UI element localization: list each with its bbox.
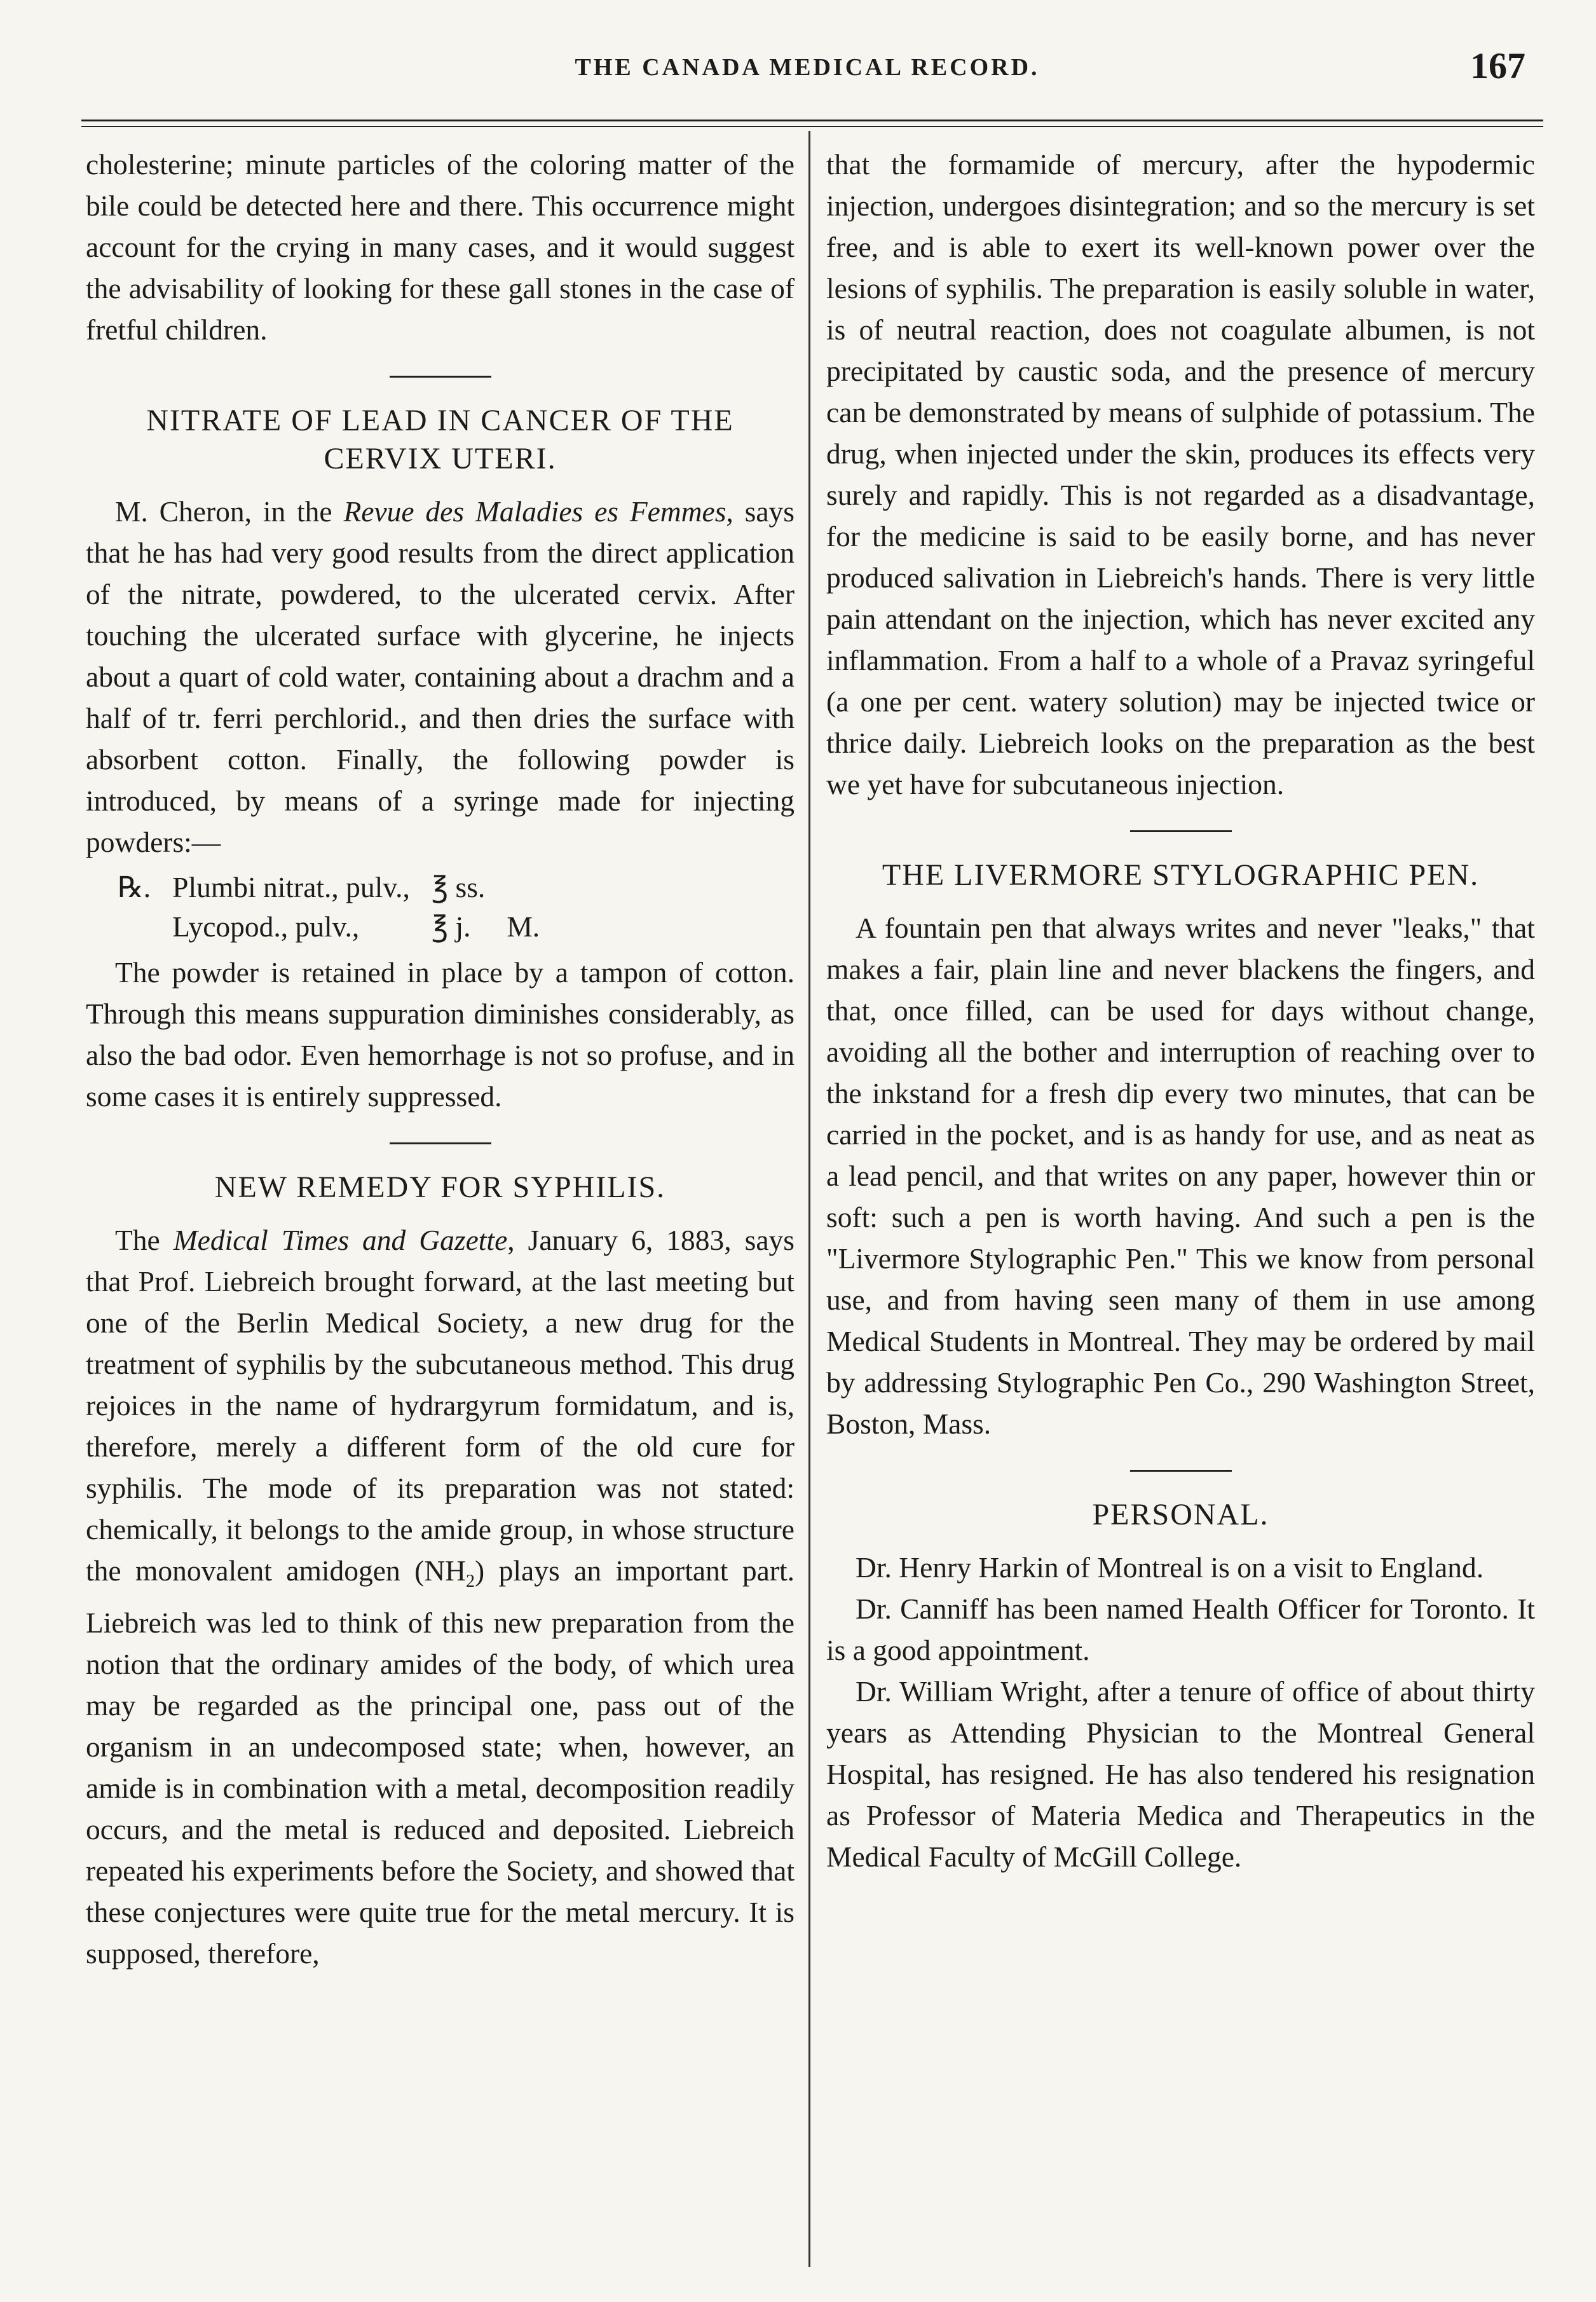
page-header xyxy=(76,45,1538,95)
personal-item: Dr. Canniff has been named Health Officer for Toronto. It is a good appointment. xyxy=(826,1593,1535,1666)
section-divider xyxy=(1130,830,1232,832)
journal-name: Revue des Maladies es Femmes xyxy=(343,495,726,528)
syphilis-continued-paragraph: that the formamide of mercury, after the hypodermic injection, undergoes disintegration; and so the mercury is set free, and is able to exert its well-known power over the lesions of syphilis. The preparation is easily soluble in water, is of neutral reaction, does not coagulate albumen, is not precipitated by caustic soda, and the presence of mercury can be demonstrated by means of sulphide of potassium. The drug, when injected under the skin, produces its effects very surely and rapidly. This is not regarded as a disadvantage, for the medicine is said to be easily borne, and has never produced salivation in Liebreich's hands. There is very little pain attendant on the injection, which has never excited any inflammation. From a half to a whole of a Pravaz syringeful (a one per cent. watery solution) may be injected twice or thrice daily. Liebreich looks on the preparation as the best we yet have for subcutaneous injection. xyxy=(826,148,1535,800)
running-title: THE CANADA MEDICAL RECORD. xyxy=(575,54,1040,81)
article-title-lead: NITRATE OF LEAD IN CANCER OF THE CERVIX UTERI. xyxy=(146,404,734,476)
right-column xyxy=(826,144,1535,1877)
recipe-symbol: ℞. xyxy=(118,871,151,903)
prescription-line xyxy=(118,907,561,947)
drug-name: Lycopod., pulv., xyxy=(172,910,360,943)
section-divider xyxy=(390,1142,491,1144)
prescription xyxy=(118,868,561,947)
continuation-paragraph: cholesterine; minute particles of the coloring matter of the bile could be detected here and there. This occurrence might account for the crying in many cases, and it would suggest the advisability of looking for these gall stones in the case of fretful children. xyxy=(86,148,795,346)
syphilis-paragraph-1: The Medical Times and Gazette, January 6, 1883, says that Prof. Liebreich brought forward, at the last meeting but one of the Berlin Medical Society, a new drug for the treatment of syphilis by the subcutaneous method. This drug rejoices in the name of hydrargyrum formidatum, and is, therefore, merely a different form of the old cure for syphilis. The mode of its preparation was not stated: chemically, it belongs to the amide group, in whose structure the monovalent amidogen $(NH_2)$ plays an important part. Liebreich was led to think of this new preparation from the notion that the ordinary amides of the body, of which urea may be regarded as the principal one, pass out of the organism in an undecomposed state; when, however, an amide is in combination with a metal, decomposition readily occurs, and the metal is reduced and deposited. Liebreich repeated his experiments before the Society, and showed that these conjectures were quite true for the metal mercury. It is supposed, therefore, xyxy=(86,1224,795,1970)
article-title-pen: THE LIVERMORE STYLOGRAPHIC PEN. xyxy=(882,858,1480,892)
article-title-syphilis: NEW REMEDY FOR SYPHILIS. xyxy=(214,1170,666,1204)
personal-item: Dr. William Wright, after a tenure of office of about thirty years as Attending Physician to the Montreal General Hospital, has resigned. He has also tendered his resignation as Professor of Materia Medica and Therapeutics in the Medical Faculty of McGill College. xyxy=(826,1675,1535,1873)
page-number: 167 xyxy=(1470,45,1525,86)
journal-name: Medical Times and Gazette xyxy=(173,1224,508,1256)
pen-paragraph: A fountain pen that always writes and never "leaks," that makes a fair, plain line and never blackens the fingers, and that, once filled, can be used for days without change, avoiding all the bother and interruption of reaching over to the inkstand for a fresh dip every two minutes, that can be carried in the pocket, and is as handy for use, and as neat as a lead pencil, and that writes on any paper, however thin or soft: such a pen is worth having. And such a pen is the "Livermore Stylographic Pen." This we know from personal use, and from having seen many of them in use among Medical Students in Montreal. They may be ordered by mail by addressing Stylographic Pen Co., 290 Washington Street, Boston, Mass. xyxy=(826,912,1535,1440)
prescription-line xyxy=(118,868,561,907)
section-divider xyxy=(1130,1470,1232,1472)
personal-item: Dr. Henry Harkin of Montreal is on a visit to England. xyxy=(856,1551,1484,1584)
column-divider xyxy=(808,131,810,2267)
dose: ℥ j. xyxy=(431,910,471,943)
lead-paragraph-1: M. Cheron, in the Revue des Maladies es Femmes, says that he has had very good results from the direct application of the nitrate, powdered, to the ulcerated cervix. After touching the ulcerated surface with glycerine, he injects about a quart of cold water, containing about a drachm and a half of tr. ferri perchlorid., and then dries the surface with absorbent cotton. Finally, the following powder is introduced, by means of a syringe made for injecting powders:— xyxy=(86,495,795,858)
header-rule xyxy=(81,120,1543,127)
dose: ℥ ss. xyxy=(431,871,486,903)
left-column xyxy=(86,144,795,1974)
signature-mark: M. xyxy=(507,910,540,943)
article-title-personal: PERSONAL. xyxy=(1092,1498,1269,1531)
drug-name: Plumbi nitrat., pulv., xyxy=(172,871,410,903)
lead-paragraph-2: The powder is retained in place by a tampon of cotton. Through this means suppuration diminishes considerably, as also the bad odor. Even hemorrhage is not so profuse, and in some cases it is entirely suppressed. xyxy=(86,956,795,1113)
section-divider xyxy=(390,376,491,378)
